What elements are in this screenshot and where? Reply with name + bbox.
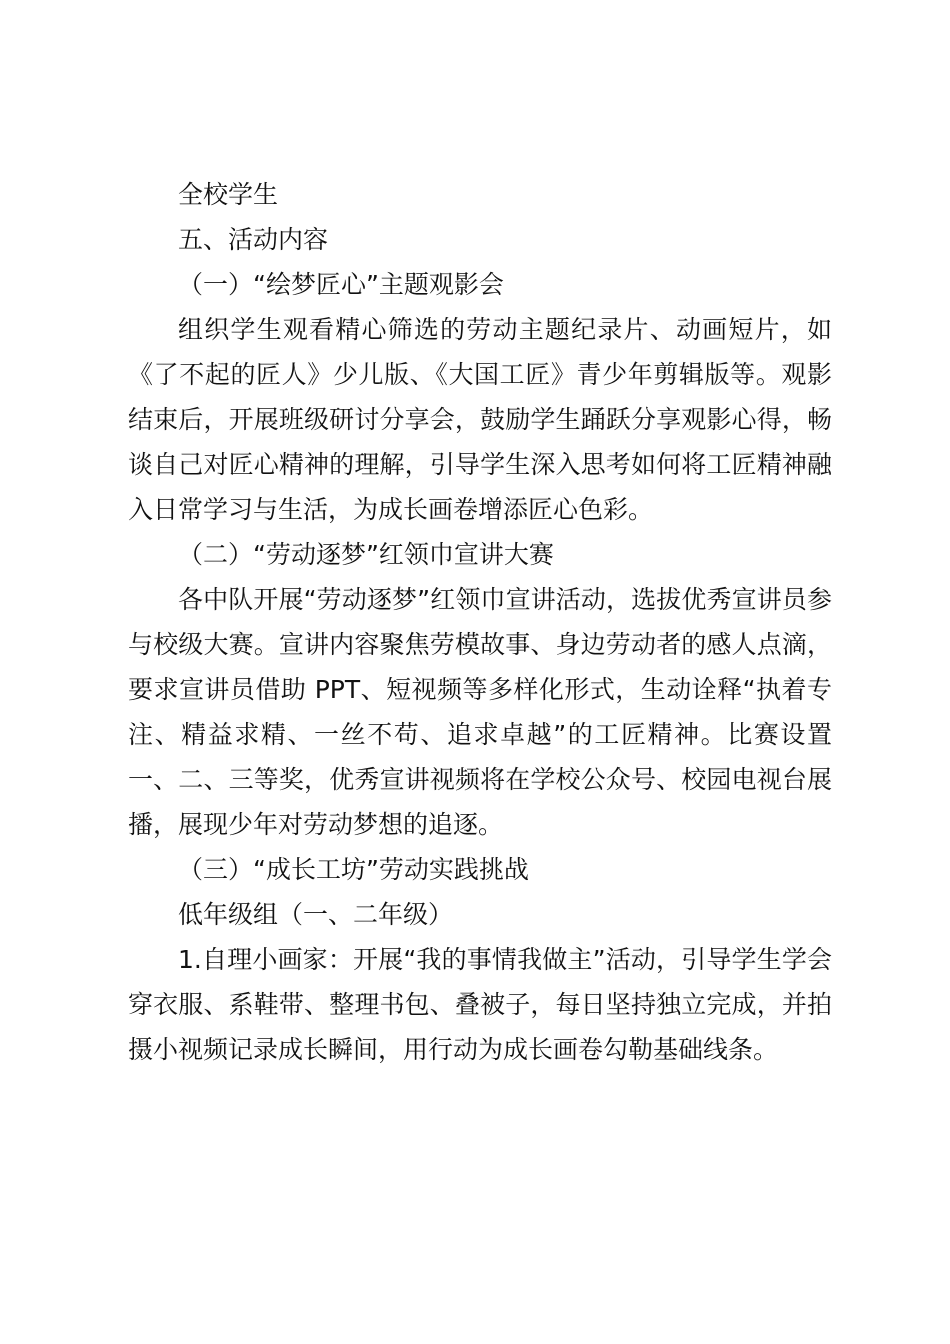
subsection-heading-3: （三）“成长工坊”劳动实践挑战 — [178, 855, 529, 884]
paragraph-1: 组织学生观看精心筛选的劳动主题纪录片、动画短片，如《了不起的匠人》少儿版、《大国工匠》青少年剪辑版等。观影结束后，开展班级研讨分享会，鼓励学生踊跃分享观影心得，畅谈自己对匠心精神的理解，引导学生深入思考如何将工匠精神融入日常学习与生活，为成长画卷增添匠心色彩。 — [128, 315, 832, 524]
subsection-heading-1: （一）“绘梦匠心”主题观影会 — [178, 270, 504, 299]
section-heading-activity-content: 五、活动内容 — [178, 225, 329, 254]
subsection-heading-2: （二）“劳动逐梦”红领巾宣讲大赛 — [178, 540, 554, 569]
paragraph-3: 1.自理小画家：开展“我的事情我做主”活动，引导学生学会穿衣服、系鞋带、整理书包、叠被子，每日坚持独立完成，并拍摄小视频记录成长瞬间，用行动为成长画卷勾勒基础线条。 — [128, 945, 832, 1064]
paragraph-audience: 全校学生 — [178, 180, 279, 209]
group-heading-lower-grades: 低年级组（一、二年级） — [178, 900, 454, 929]
document-body — [128, 172, 832, 1072]
paragraph-2: 各中队开展“劳动逐梦”红领巾宣讲活动，选拔优秀宣讲员参与校级大赛。宣讲内容聚焦劳模故事、身边劳动者的感人点滴，要求宣讲员借助 PPT、短视频等多样化形式，生动诠释“执着专注、精益求精、一丝不苟、追求卓越”的工匠精神。比赛设置一、二、三等奖，优秀宣讲视频将在学校公众号、校园电视台展播，展现少年对劳动梦想的追逐。 — [128, 585, 832, 839]
